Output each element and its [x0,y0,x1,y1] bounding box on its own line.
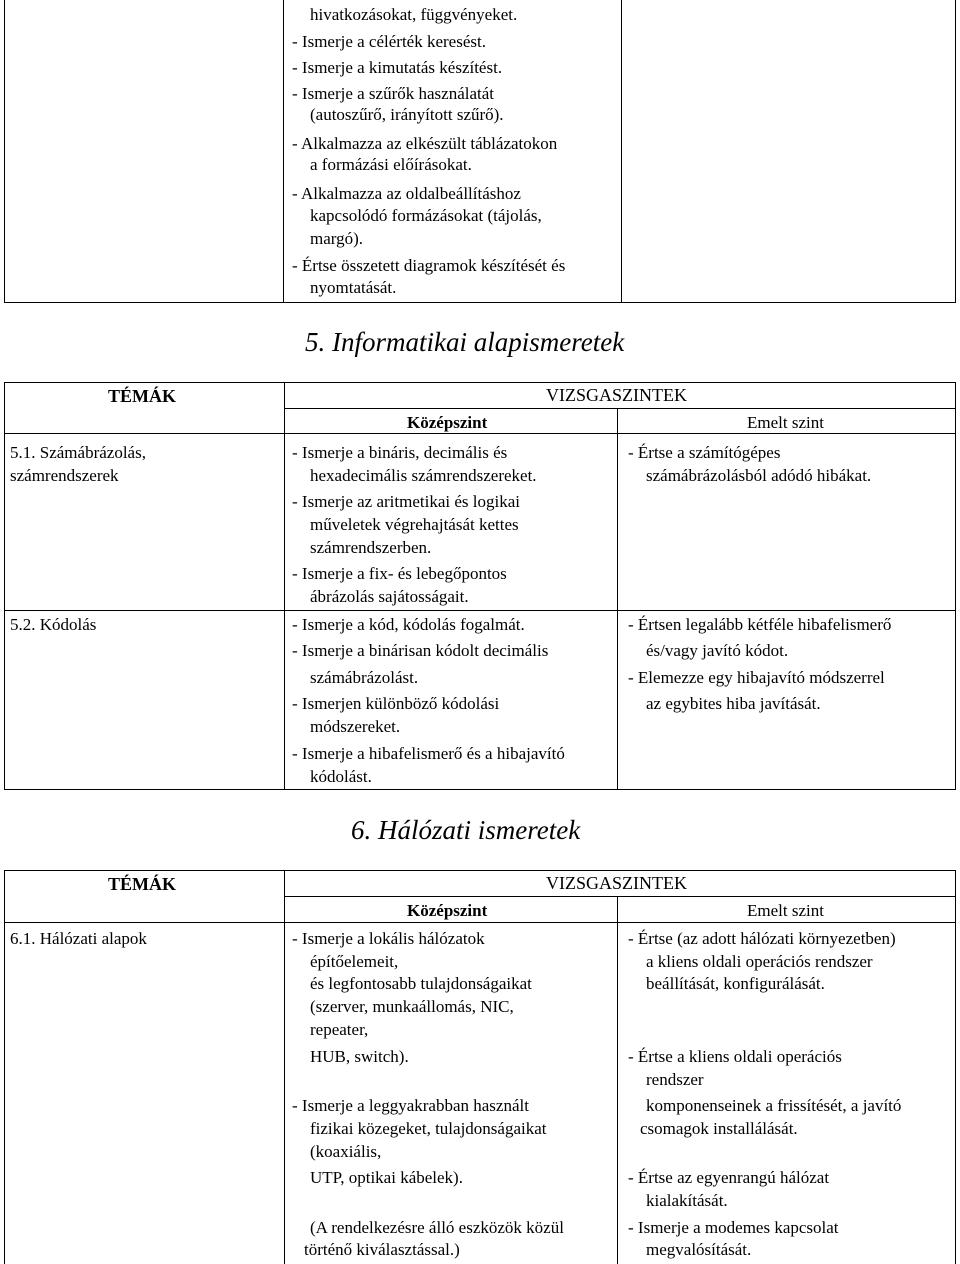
column-header-vizsgaszintek: VIZSGASZINTEK [546,385,687,405]
section-title: 6. Hálózati ismeretek [351,815,581,845]
table-border [955,870,956,1264]
text-line: margó). [310,229,364,248]
table-border [4,382,5,790]
text-line: és/vagy javító kódot. [646,641,789,660]
text-line: - Ismerje a kimutatás készítést. [292,58,503,77]
text-line: csomagok installálását. [640,1119,798,1138]
table-border [955,0,956,303]
text-line: beállítását, konfigurálását. [646,974,825,993]
text-line: - Ismerje a binárisan kódolt decimális [292,641,549,660]
text-line: kódolást. [310,767,372,786]
topic-cell: számrendszerek [10,466,119,485]
text-line: - Ismerje az aritmetikai és logikai [292,492,520,511]
text-line: - Ismerje a kód, kódolás fogalmát. [292,615,525,634]
table-border [4,870,956,871]
text-line: - Ismerje a modemes kapcsolat [628,1218,839,1237]
column-header-temak: TÉMÁK [108,874,177,894]
text-line: - Értsen legalább kétféle hibafelismerő [628,615,892,634]
text-line: ábrázolás sajátosságait. [310,587,469,606]
text-line: számábrázolásból adódó hibákat. [646,466,872,485]
table-border [621,0,622,303]
text-line: HUB, switch). [310,1047,409,1066]
text-line: fizikai közegeket, tulajdonságaikat [310,1119,547,1138]
section-title: 5. Informatikai alapismeretek [305,327,625,357]
table-border [284,896,956,897]
text-line: megvalósítását. [646,1240,752,1259]
text-line: repeater, [310,1020,369,1039]
column-header-vizsgaszintek: VIZSGASZINTEK [546,873,687,893]
text-line: - Értse (az adott hálózati környezetben) [628,929,896,948]
table-border [617,896,618,1264]
table-border [955,382,956,790]
text-line: (szerver, munkaállomás, NIC, [310,997,514,1016]
text-line: - Alkalmazza az elkészült táblázatokon [292,134,558,153]
text-line: - Értse az egyenrangú hálózat [628,1168,830,1187]
text-line: - Értse a számítógépes [628,443,781,462]
table-border [4,789,956,790]
text-line: az egybites hiba javítását. [646,694,821,713]
text-line: történő kiválasztással.) [304,1240,460,1259]
text-line: kapcsolódó formázásokat (tájolás, [310,206,542,225]
text-line: komponenseinek a frissítését, a javító [646,1096,902,1115]
text-line: rendszer [646,1070,704,1089]
topic-cell: 5.1. Számábrázolás, [10,443,146,462]
text-line: - Ismerje a bináris, decimális és [292,443,508,462]
text-line: (A rendelkezésre álló eszközök közül [310,1218,564,1237]
text-line: - Ismerje a szűrők használatát [292,84,495,103]
text-line: számábrázolást. [310,668,419,687]
table-border [284,408,956,409]
table-border [4,382,956,383]
text-line: módszereket. [310,717,401,736]
table-border [617,408,618,790]
topic-cell: 6.1. Hálózati alapok [10,929,147,948]
text-line: - Ismerje a leggyakrabban használt [292,1096,529,1115]
topic-cell: 5.2. Kódolás [10,615,97,634]
column-header-temak: TÉMÁK [108,386,177,406]
text-line: - Ismerjen különböző kódolási [292,694,500,713]
table-border [4,302,956,303]
text-line: hivatkozásokat, függvényeket. [310,5,518,24]
table-border [283,0,284,303]
text-line: a kliens oldali operációs rendszer [646,952,873,971]
text-line: műveletek végrehajtását kettes [310,515,519,534]
table-border [4,610,956,611]
column-header-kozepszint: Középszint [407,901,488,920]
text-line: hexadecimális számrendszereket. [310,466,537,485]
text-line: - Értse összetett diagramok készítését és [292,256,566,275]
table-border [4,0,5,303]
text-line: és legfontosabb tulajdonságaikat [310,974,532,993]
text-line: - Ismerje a célérték keresést. [292,32,486,51]
text-line: - Ismerje a lokális hálózatok [292,929,485,948]
text-line: (koaxiális, [310,1142,382,1161]
text-line: számrendszerben. [310,538,432,557]
table-border [284,870,285,1264]
table-border [4,922,956,923]
column-header-emelt: Emelt szint [747,413,824,432]
text-line: UTP, optikai kábelek). [310,1168,463,1187]
table-border [4,870,5,1264]
text-line: (autoszűrő, irányított szűrő). [310,105,504,124]
text-line: - Értse a kliens oldali operációs [628,1047,842,1066]
text-line: - Alkalmazza az oldalbeállításhoz [292,184,521,203]
text-line: a formázási előírásokat. [310,155,472,174]
table-border [284,382,285,790]
column-header-emelt: Emelt szint [747,901,824,920]
text-line: - Ismerje a fix- és lebegőpontos [292,564,507,583]
text-line: kialakítását. [646,1191,728,1210]
text-line: nyomtatását. [310,278,397,297]
text-line: - Ismerje a hibafelismerő és a hibajavító [292,744,565,763]
text-line: építőelemeit, [310,952,399,971]
text-line: - Elemezze egy hibajavító módszerrel [628,668,885,687]
column-header-kozepszint: Középszint [407,413,488,432]
